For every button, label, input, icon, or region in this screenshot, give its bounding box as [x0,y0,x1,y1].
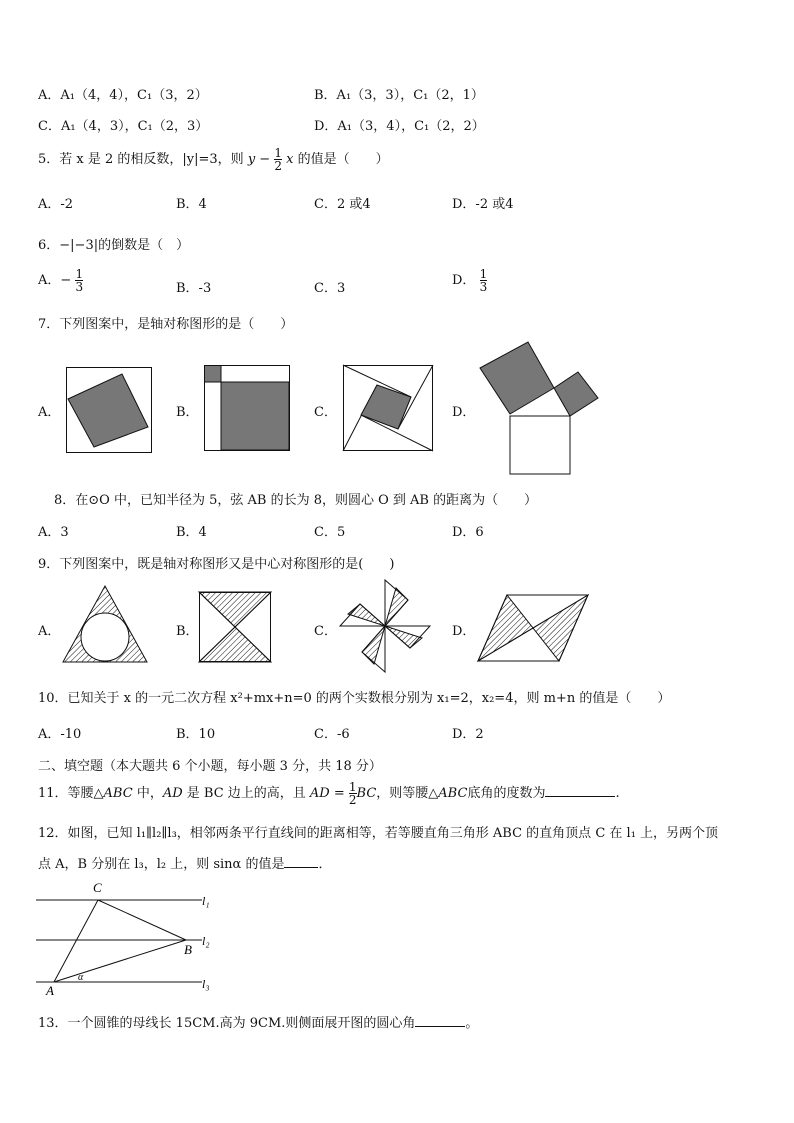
q9-label-a: A． [38,624,61,639]
q9-label-d: D． [452,624,476,639]
q12-end: ． [318,857,332,872]
question-5 [38,147,389,172]
q11-mid2: 是 BC 边上的高，且 [182,786,306,801]
q13-text: 13．一个圆锥的母线长 15CM.高为 9CM.则侧面展开图的圆心角 [38,1016,416,1031]
q11-num: 1 [348,780,357,794]
q5-expr-y: y − [247,152,271,167]
q4-option-c [38,115,208,134]
q13-answer-blank[interactable] [415,1014,465,1027]
section-2-title: 二、填空题（本大题共 6 个小题，每小题 3 分，共 18 分） [38,759,382,774]
q10-option-c: C．-6 [314,727,350,742]
q5-option-d: D．-2 或4 [452,197,514,212]
q5-option-b: B．4 [176,197,207,212]
q8-option-a: A．3 [38,525,69,540]
q4-option-b [314,84,484,103]
q11-den: 2 [348,793,357,807]
q5-stem: 5．若 x 是 2 的相反数，|y|=3，则 [38,152,244,167]
q5-option-c: C．2 或4 [314,197,371,212]
q6-a-num: 1 [75,267,84,281]
q11-ad: AD [162,786,183,801]
q7-label-a: A． [38,405,61,420]
q6-option-d [452,268,487,293]
q9-figure-a [62,585,148,663]
question-12-line-1: 12．如图，已知 l₁∥l₂∥l₃，相邻两条平行直线间的距离相等，若等腰直角三角形 ABC 的直角顶点 C 在 l₁ 上，另两个顶 [38,826,719,841]
q6-number: 6． [38,238,60,253]
q4-option-c-text: C．A₁（4，3），C₁（2，3） [38,119,209,134]
q11-eq-rhs: BC [356,786,377,801]
q9-figure-c [338,580,432,672]
q10-option-a: A．-10 [38,727,82,742]
question-7: 7．下列图案中，是轴对称图形的是（ ） [38,317,294,332]
question-8: 8．在⊙O 中，已知半径为 5，弦 AB 的长为 8，则圆心 O 到 AB 的距离为（ ） [54,493,538,508]
q5-option-a: A．-2 [38,197,74,212]
q7-figure-a [66,367,152,453]
question-13 [38,1012,478,1031]
q8-option-b: B．4 [176,525,207,540]
question-6 [38,234,189,253]
q12-side-ab [54,940,186,982]
q12-answer-blank[interactable] [284,855,318,868]
q7-label-d: D． [452,405,476,420]
q11-abc2: ABC [438,786,468,801]
q9-figure-b [199,592,271,662]
q12-label-c: C [93,880,102,895]
q11-mid1: 中， [132,786,163,801]
q10-option-d: D．2 [452,727,484,742]
q6-option-a-sign: − [60,273,72,288]
q12-side-cb [98,900,186,940]
q12-figure [36,880,216,998]
q4-option-d [314,115,485,134]
q6-tail: 的倒数是（ ） [98,238,190,253]
q12-label-a: A [46,983,54,998]
q6-d-den: 3 [479,280,488,294]
q8-option-c: C．5 [314,525,346,540]
q9-figure-d [477,594,589,662]
q7-figure-b [204,365,290,451]
q8-option-d: D．6 [452,525,484,540]
q9-label-b: B． [176,624,199,639]
q12-label-b: B [184,942,192,957]
q11-abc: ABC [103,786,133,801]
question-11 [38,781,620,806]
q4-option-a [38,84,208,103]
q11-answer-blank[interactable] [545,784,615,797]
q11-tail: 底角的度数为 [467,786,546,801]
q6-option-a [38,268,83,293]
q7-label-c: C． [314,405,337,420]
q6-option-b: B．-3 [176,281,212,296]
q6-expr: −|−3| [59,238,99,253]
q6-option-d-label: D． [452,273,476,288]
q5-expr-x: x [286,152,294,167]
question-9: 9．下列图案中，既是轴对称图形又是中心对称图形的是( ) [38,557,395,572]
q12-label-alpha: α [78,972,84,983]
q6-option-c: C．3 [314,281,346,296]
q4-option-d-text: D．A₁（3，4），C₁（2，2） [314,119,485,134]
q7-figure-c [343,365,433,451]
question-10: 10．已知关于 x 的一元二次方程 x²+mx+n=0 的两个实数根分别为 x₁=2，x₂=4，则 m+n 的值是（ ） [38,691,671,706]
q10-option-b: B．10 [176,727,216,742]
q6-a-den: 3 [75,280,84,294]
q5-den: 2 [274,159,282,173]
q12-line2-text: 点 A，B 分别在 l₃，l₂ 上，则 sinα 的值是 [38,857,285,872]
q12-label-l1: l₁ [202,894,210,908]
q11-fraction [349,781,357,806]
q6-option-a-fraction [75,268,83,293]
q9-label-c: C． [314,624,337,639]
q11-eq-lhs: AD = [309,786,345,801]
q11-stem: 11．等腰△ [38,786,104,801]
q4-option-b-text: B．A₁（3，3），C₁（2，1） [314,88,484,103]
q5-num: 1 [274,146,282,160]
q7-label-b: B． [176,405,199,420]
q13-end: 。 [465,1016,479,1031]
q12-label-l3: l₃ [202,977,210,991]
q7-figure-d [478,342,600,476]
question-12-line-2 [38,853,331,872]
q5-tail: 的值是（ ） [297,152,389,167]
q5-fraction [274,147,282,172]
q6-d-num: 1 [479,267,488,281]
q4-option-a-text: A．A₁（4，4），C₁（3，2） [38,88,208,103]
q11-mid3: ，则等腰△ [376,786,439,801]
q12-label-l2: l₂ [202,934,210,948]
q11-end: . [615,786,620,801]
q6-option-d-fraction [480,268,488,293]
q6-option-a-label: A． [38,273,61,288]
